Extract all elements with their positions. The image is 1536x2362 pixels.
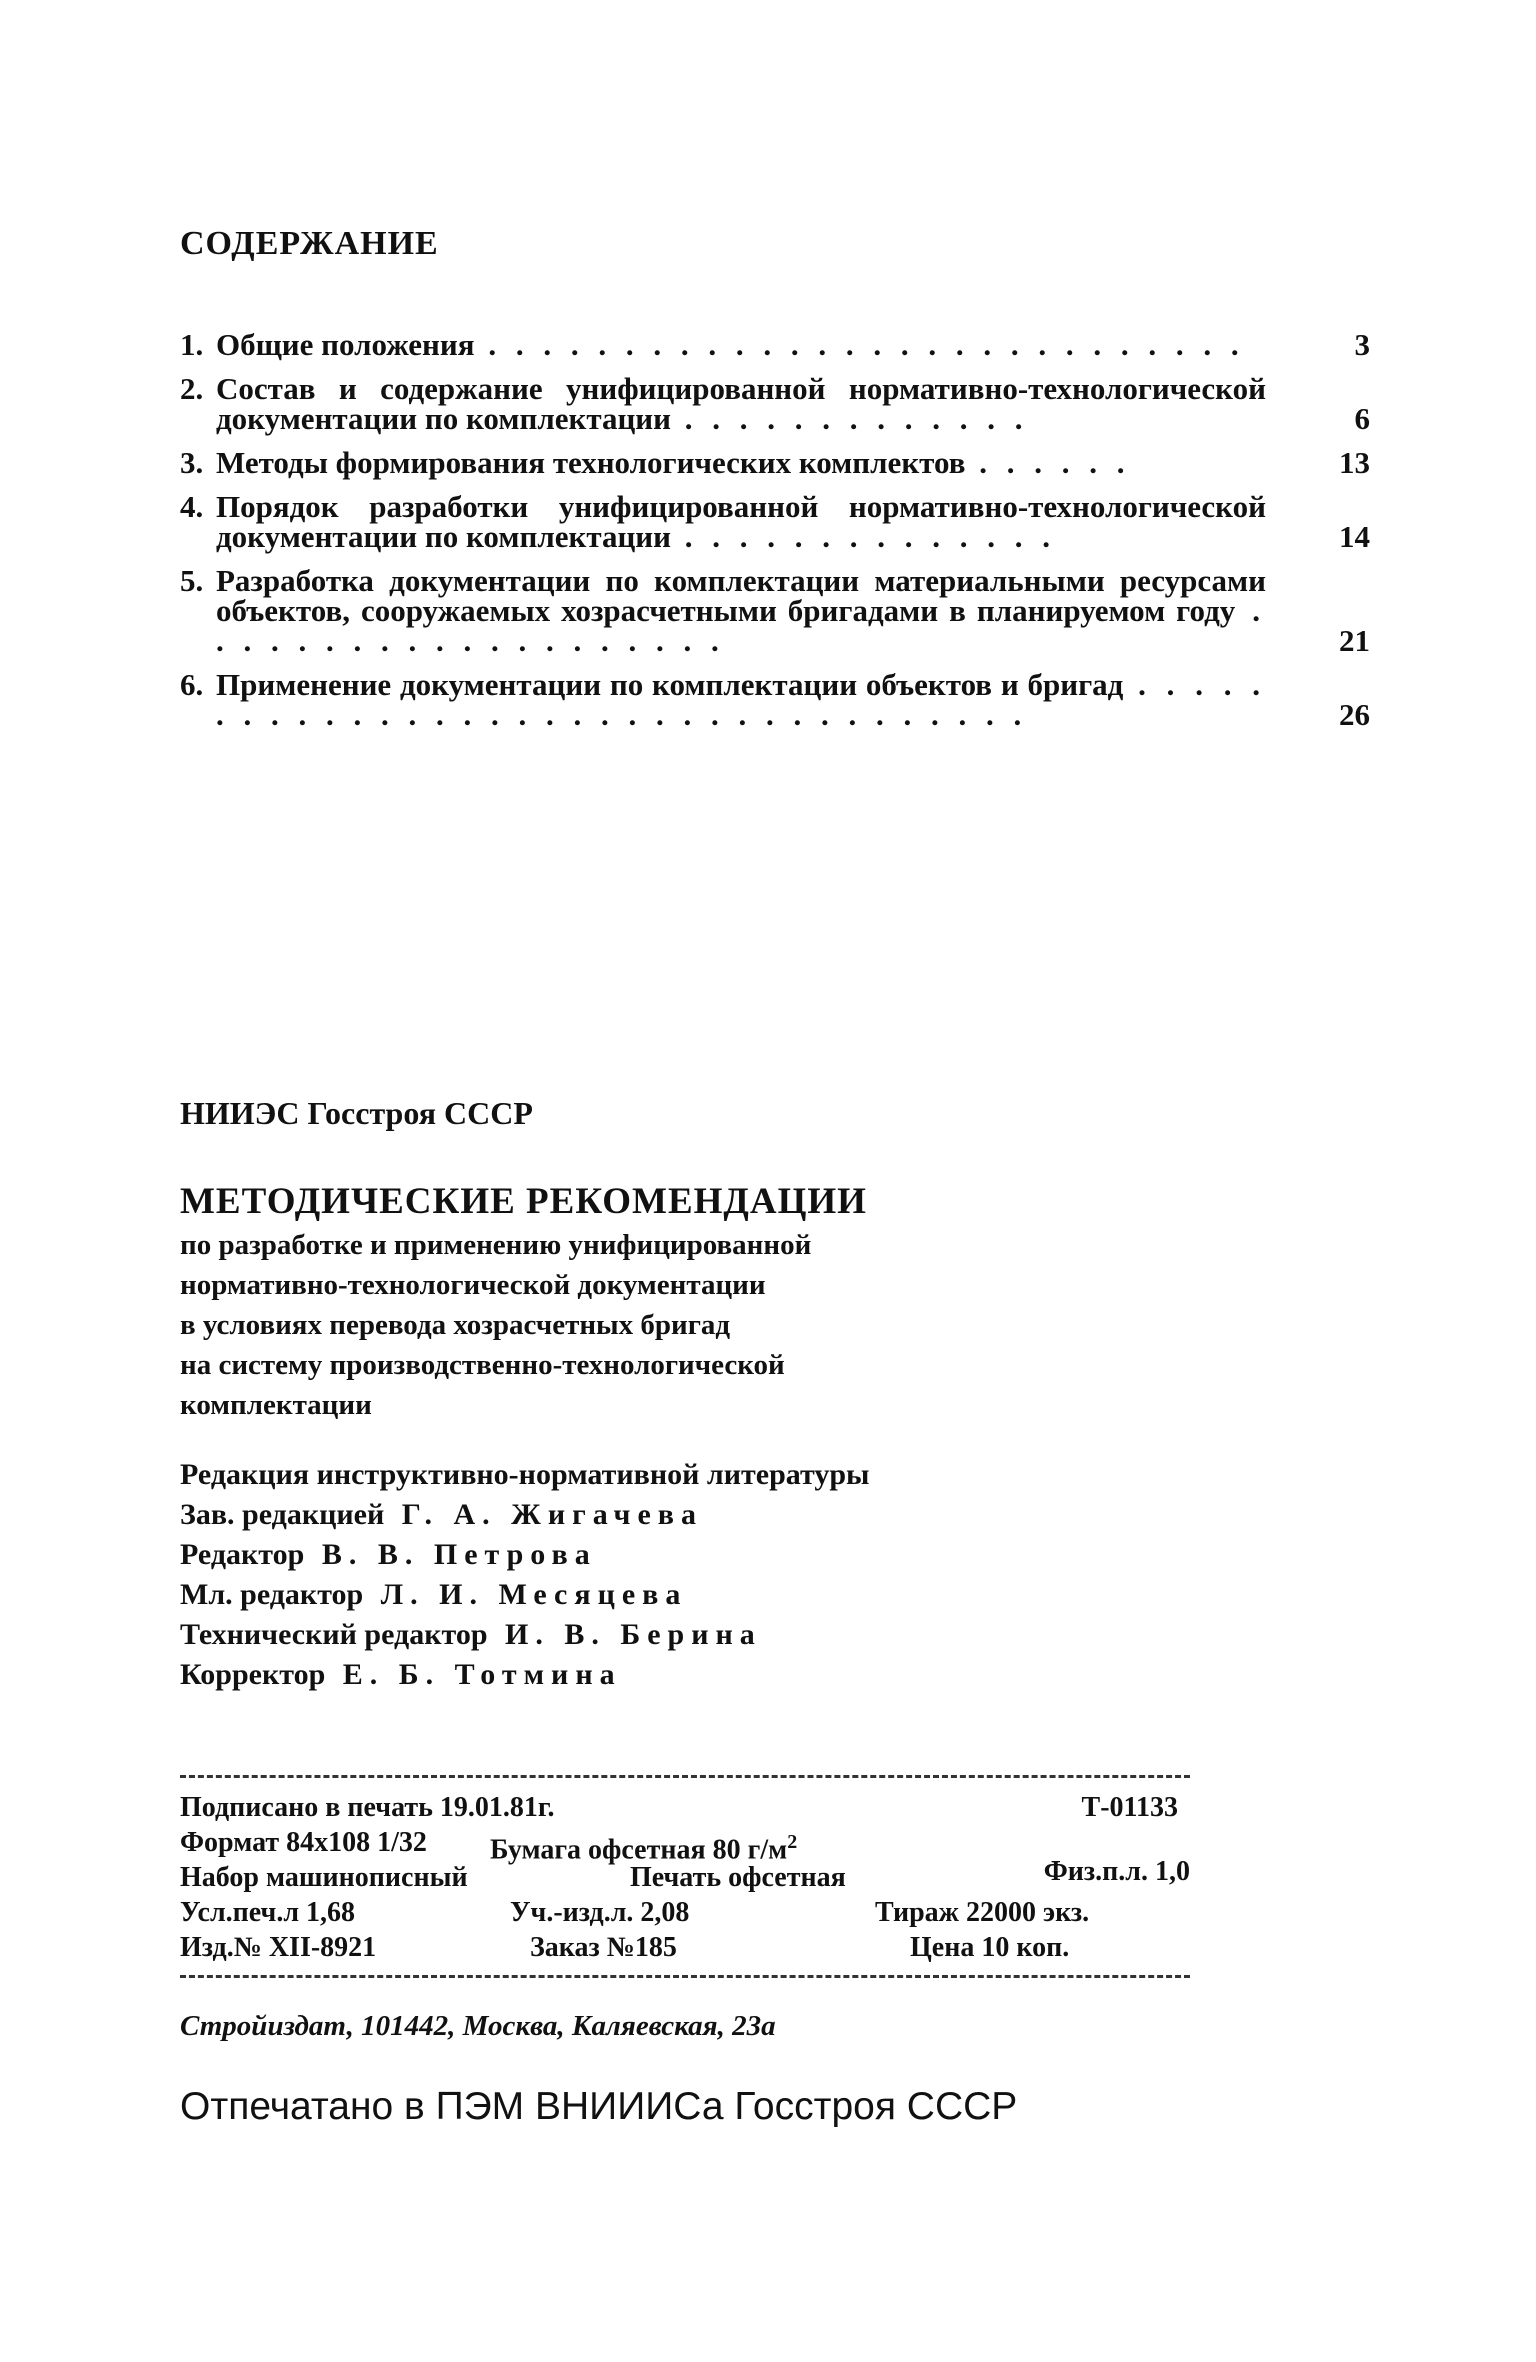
credit-line <box>180 1535 869 1575</box>
divider <box>180 1975 1190 1978</box>
editorial-office: Редакция инструктивно-нормативной литературы <box>180 1458 870 1491</box>
toc-entry-page: 3 <box>1354 327 1370 362</box>
publication-code: Т-01133 <box>1081 1792 1178 1823</box>
credit-line <box>180 1495 869 1535</box>
toc-entry: 1. Общие положения . . . . . . . . . . . . . . . . . . . . . . . . . . . . 3 <box>180 327 1370 362</box>
toc-entry-page: 6 <box>1354 401 1370 436</box>
toc-entry-page: 21 <box>1339 623 1370 658</box>
subtitle-line: нормативно-технологической документации <box>180 1269 766 1301</box>
toc-entry: 2. Состав и содержание унифицированной нормативно-технологической документации по комплектации . . . . . . . . . . . . . 6 <box>180 371 1370 436</box>
edition-number: Изд.№ XII-8921 <box>180 1932 377 1963</box>
toc-entry-title: Применение документации по комплектации объектов и бригад <box>216 667 1124 702</box>
toc-entry-page: 26 <box>1339 697 1370 732</box>
price: Цена 10 коп. <box>910 1932 1070 1963</box>
toc-entry-number: 2. <box>180 371 204 406</box>
toc-entry-number: 1. <box>180 327 204 362</box>
contents-heading: СОДЕРЖАНИЕ <box>180 225 439 262</box>
toc-entry-title: Методы формирования технологических комплектов <box>216 445 966 480</box>
table-of-contents <box>180 327 1370 744</box>
credit-name: В. В. Петрова <box>321 1538 597 1571</box>
conditional-sheets: Усл.печ.л 1,68 <box>180 1897 356 1928</box>
toc-entry: 4. Порядок разработки унифицированной нормативно-технологической документации по комплектации . . . . . . . . . . . . . . 14 <box>180 489 1370 554</box>
toc-entry-title: Состав и содержание унифицированной нормативно-технологической документации по комплектации <box>216 371 1266 436</box>
credit-name: И. В. Берина <box>505 1618 762 1651</box>
typesetting: Набор машинописный <box>180 1862 468 1893</box>
credit-line <box>180 1615 869 1655</box>
subtitle-line: комплектации <box>180 1389 372 1421</box>
toc-entry: 3. Методы формирования технологических комплектов . . . . . . 13 <box>180 445 1370 480</box>
subtitle-line: по разработке и применению унифицированной <box>180 1229 812 1261</box>
accounting-sheets: Уч.-изд.л. 2,08 <box>510 1897 690 1928</box>
printed-at: Отпечатано в ПЭМ ВНИИИСа Госстроя СССР <box>180 2085 1018 2128</box>
toc-entry-number: 6. <box>180 667 204 702</box>
toc-entry: 6. Применение документации по комплектации объектов и бригад . . . . . . . . . . . . . . . . . . . . . . . . . . . . . . . . . . . 26 <box>180 667 1370 732</box>
credit-line <box>180 1655 869 1695</box>
credit-name: Л. И. Месяцева <box>380 1578 688 1611</box>
credit-role: Редактор <box>180 1538 305 1571</box>
credit-name: Е. Б. Тотмина <box>342 1658 622 1691</box>
printing-method: Печать офсетная <box>630 1862 846 1893</box>
toc-entry-title: Разработка документации по комплектации материальными ресурсами объектов, сооружаемых хозрасчетными бригадами в планируемом году <box>216 563 1266 628</box>
publication-details <box>180 1790 1190 1965</box>
circulation: Тираж 22000 экз. <box>875 1897 1090 1928</box>
toc-entry-title: Порядок разработки унифицированной нормативно-технологической документации по комплектации <box>216 489 1266 554</box>
physical-sheets: Физ.п.л. 1,0 <box>1043 1856 1190 1887</box>
credit-role: Зав. редакцией <box>180 1498 385 1531</box>
organization-name: НИИЭС Госстроя СССР <box>180 1095 533 1131</box>
credit-name: Г. А. Жигачева <box>401 1498 703 1531</box>
order-number: Заказ №185 <box>530 1932 677 1963</box>
editorial-credits <box>180 1455 869 1695</box>
subtitle-line: на систему производственно-технологической <box>180 1349 785 1381</box>
toc-entry-number: 4. <box>180 489 204 524</box>
signed-for-print: Подписано в печать 19.01.81г. <box>180 1792 555 1823</box>
divider <box>180 1775 1190 1778</box>
toc-entry: 5. Разработка документации по комплектации материальными ресурсами объектов, сооружаемых хозрасчетными бригадами в планируемом году . . . . . . . . . . . . . . . . . . . . 21 <box>180 563 1370 658</box>
toc-entry-number: 5. <box>180 563 204 598</box>
credit-line <box>180 1575 869 1615</box>
toc-entry-page: 14 <box>1339 519 1370 554</box>
toc-entry-title: Общие положения <box>216 327 475 362</box>
credit-role: Корректор <box>180 1658 326 1691</box>
subtitle-line: в условиях перевода хозрасчетных бригад <box>180 1309 731 1341</box>
format: Формат 84х108 1/32 <box>180 1827 427 1858</box>
toc-entry-page: 13 <box>1339 445 1370 480</box>
document-title: МЕТОДИЧЕСКИЕ РЕКОМЕНДАЦИИ <box>180 1181 867 1222</box>
toc-entry-number: 3. <box>180 445 204 480</box>
paper-superscript: 2 <box>787 1831 798 1853</box>
document-subtitle <box>180 1225 1080 1425</box>
credit-role: Мл. редактор <box>180 1578 364 1611</box>
publisher-address: Стройиздат, 101442, Москва, Каляевская, 23а <box>180 2010 776 2042</box>
credit-role: Технический редактор <box>180 1618 488 1651</box>
paper: Бумага офсетная 80 $г/м^2$ <box>490 1831 798 1866</box>
